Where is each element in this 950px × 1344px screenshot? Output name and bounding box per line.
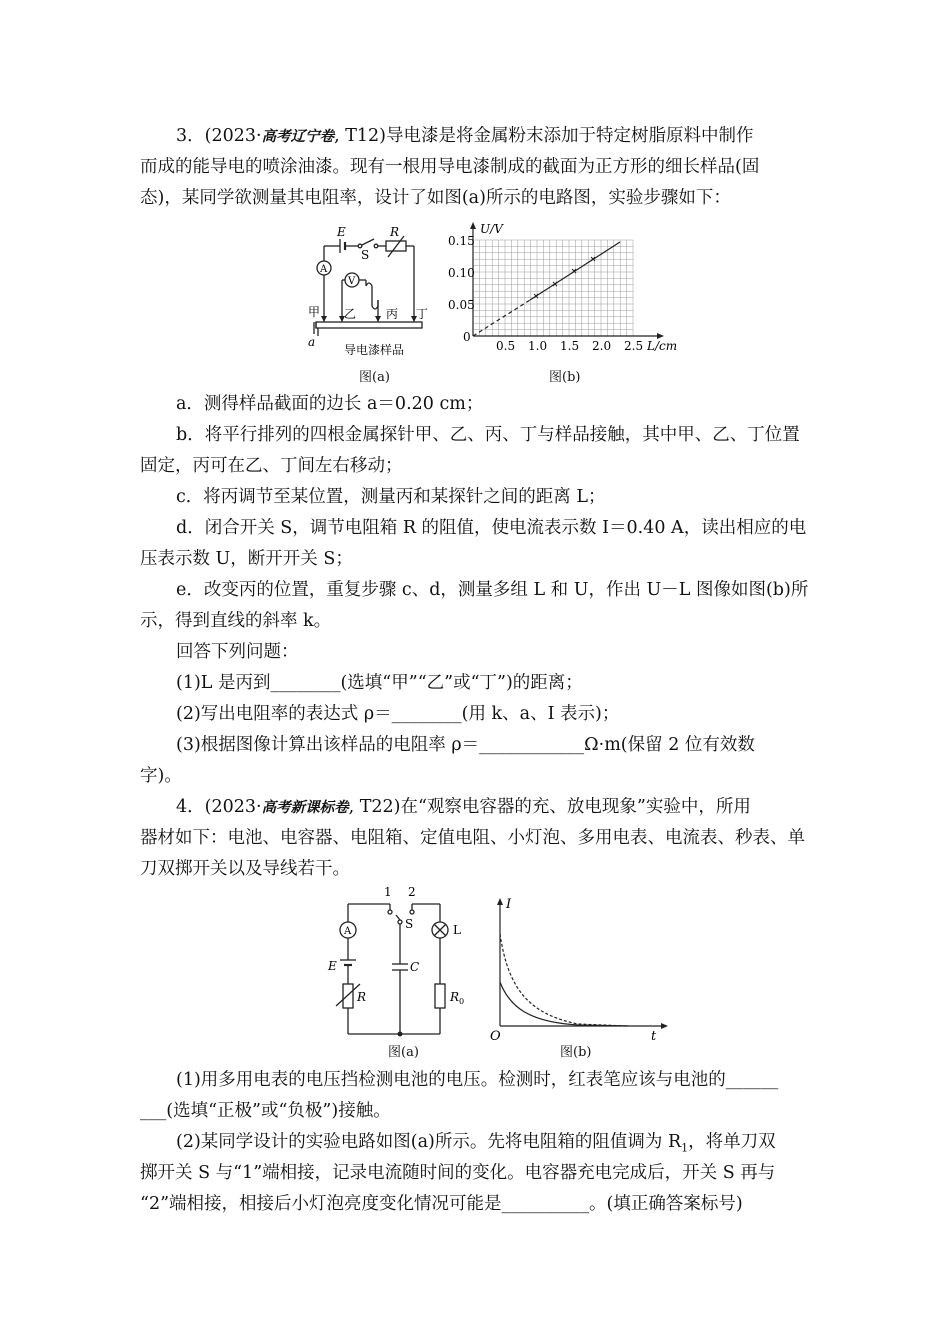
q4-terminal-2: 2 — [408, 885, 416, 899]
q3-source: 高考辽宁卷 — [261, 129, 335, 145]
q3-sub3: (3)根据图像计算出该样品的电阻率 ρ＝____________Ω·m(保留 2 位有效数 — [176, 735, 755, 755]
q3-line1: 3．(2023·高考辽宁卷, T12)导电漆是将金属粉末添加于特定树脂原料中制作 — [176, 126, 754, 146]
q3-graph-ylabel: U/V — [480, 222, 503, 236]
q4-circuit-diagram — [320, 882, 470, 1042]
q4-fig-a-caption: 图(a) — [388, 1045, 419, 1060]
q3-sub2: (2)写出电阻率的表达式 ρ＝________(用 k、a、I 表示)； — [176, 704, 620, 724]
q4-graph-ylabel: I — [506, 897, 512, 912]
q3-xtick: 0.5 — [496, 339, 516, 353]
ammeter-icon: A — [320, 264, 328, 275]
q4-graph-xlabel: t — [651, 1029, 657, 1041]
q3-ytick: 0.05 — [448, 298, 475, 312]
q3-fig-a-label-R: R — [390, 225, 400, 239]
q3-step-e: e．改变丙的位置，重复步骤 c、d，测量多组 L 和 U，作出 U－L 图像如图(b)所 — [176, 580, 809, 600]
q3-xtick: 1.0 — [528, 339, 548, 353]
voltmeter-icon: V — [348, 276, 356, 287]
q3-xtick: 2.0 — [592, 339, 612, 353]
q3-number: 3． — [176, 126, 205, 146]
q3-probe-bing: 丙 — [386, 307, 399, 321]
q4-fig-a-label-C: C — [410, 960, 420, 974]
q3-sub3-cont: 字)。 — [140, 766, 182, 786]
q4-fig-a-label-E: E — [328, 959, 337, 973]
q4-line1: 4．(2023·高考新课标卷, T22)在“观察电容器的充、放电现象”实验中，所用 — [176, 797, 751, 817]
q3-step-b-cont: 固定，丙可在乙、丁间左右移动； — [140, 456, 403, 476]
q3-fig-b-caption: 图(b) — [549, 370, 581, 385]
q4-sub2-cont2: “2”端相接，相接后小灯泡亮度变化情况可能是__________。(填正确答案标号) — [140, 1194, 743, 1214]
q3-ytick: 0.10 — [448, 266, 475, 280]
q4-fig-a-label-R0: $R_0$ — [450, 990, 465, 1006]
q4-terminal-1: 1 — [384, 885, 392, 899]
q3-xtick: 2.5 — [624, 339, 644, 353]
q3-probe-jia: 甲 — [308, 305, 321, 319]
q3-ytick: 0.15 — [448, 234, 475, 248]
q3-line3: 态)，某同学欲测量其电阻率，设计了如图(a)所示的电路图，实验步骤如下： — [140, 188, 731, 208]
lamp-icon: L — [453, 923, 461, 937]
q3-step-b: b．将平行排列的四根金属探针甲、乙、丙、丁与样品接触，其中甲、乙、丁位置 — [176, 425, 800, 445]
q4-fig-a-label-S: S — [405, 917, 414, 931]
q3-step-d-cont: 压表示数 U，断开开关 S； — [140, 549, 353, 569]
q3-line2: 而成的能导电的喷涂油漆。现有一根用导电漆制成的截面为正方形的细长样品(固 — [140, 157, 760, 177]
q4-source: 高考新课标卷 — [261, 800, 349, 816]
q4-line3: 刀双掷开关以及导线若干。 — [140, 859, 350, 879]
q4-sub1-cont: ___(选填“正极”或“负极”)接触。 — [140, 1101, 391, 1121]
q3-ytick: 0 — [463, 330, 471, 344]
q4-line2: 器材如下：电池、电容器、电阻箱、定值电阻、小灯泡、多用电表、电流表、秒表、单 — [140, 828, 805, 848]
q3-circuit-diagram — [306, 224, 444, 359]
q3-step-c: c．将丙调节至某位置，测量丙和某探针之间的距离 L； — [176, 487, 606, 507]
q4-sub2: (2)某同学设计的实验电路如图(a)所示。先将电阻箱的阻值调为 $R_1$，将单刀双 — [176, 1132, 776, 1155]
q4-it-graph — [488, 896, 678, 1041]
q3-fig-a-caption: 图(a) — [359, 370, 390, 385]
q3-ul-graph — [448, 220, 688, 360]
q4-fig-a-label-R: R — [357, 990, 367, 1004]
q3-fig-a-label-E: E — [337, 225, 346, 239]
q3-answer-intro: 回答下列问题： — [176, 642, 299, 662]
q3-probe-yi: 乙 — [344, 307, 357, 321]
ammeter-icon: A — [344, 926, 352, 937]
q3-step-e-cont: 示，得到直线的斜率 k。 — [140, 611, 332, 631]
q4-number: 4． — [176, 797, 205, 817]
q4-fig-b-caption: 图(b) — [560, 1045, 592, 1060]
q3-step-d: d．闭合开关 S，调节电阻箱 R 的阻值，使电流表示数 I＝0.40 A，读出相应的电 — [176, 518, 807, 538]
q4-graph-origin: O — [490, 1029, 501, 1041]
q3-sample-label: 导电漆样品 — [344, 343, 405, 357]
q3-fig-a-label-S: S — [361, 248, 370, 262]
q3-probe-ding: 丁 — [416, 307, 429, 321]
q3-step-a: a．测得样品截面的边长 a＝0.20 cm； — [176, 394, 484, 414]
q3-graph-xlabel: L/cm — [647, 339, 678, 353]
q3-sub1: (1)L 是丙到________(选填“甲”“乙”或“丁”)的距离； — [176, 673, 583, 693]
q4-sub1: (1)用多用电表的电压挡检测电池的电压。检测时，红表笔应该与电池的______ — [176, 1070, 779, 1090]
q3-fig-a-label-a: a — [308, 335, 316, 349]
q3-xtick: 1.5 — [560, 339, 580, 353]
q4-sub2-cont: 掷开关 S 与“1”端相接，记录电流随时间的变化。电容器充电完成后，开关 S 再与 — [140, 1163, 776, 1183]
